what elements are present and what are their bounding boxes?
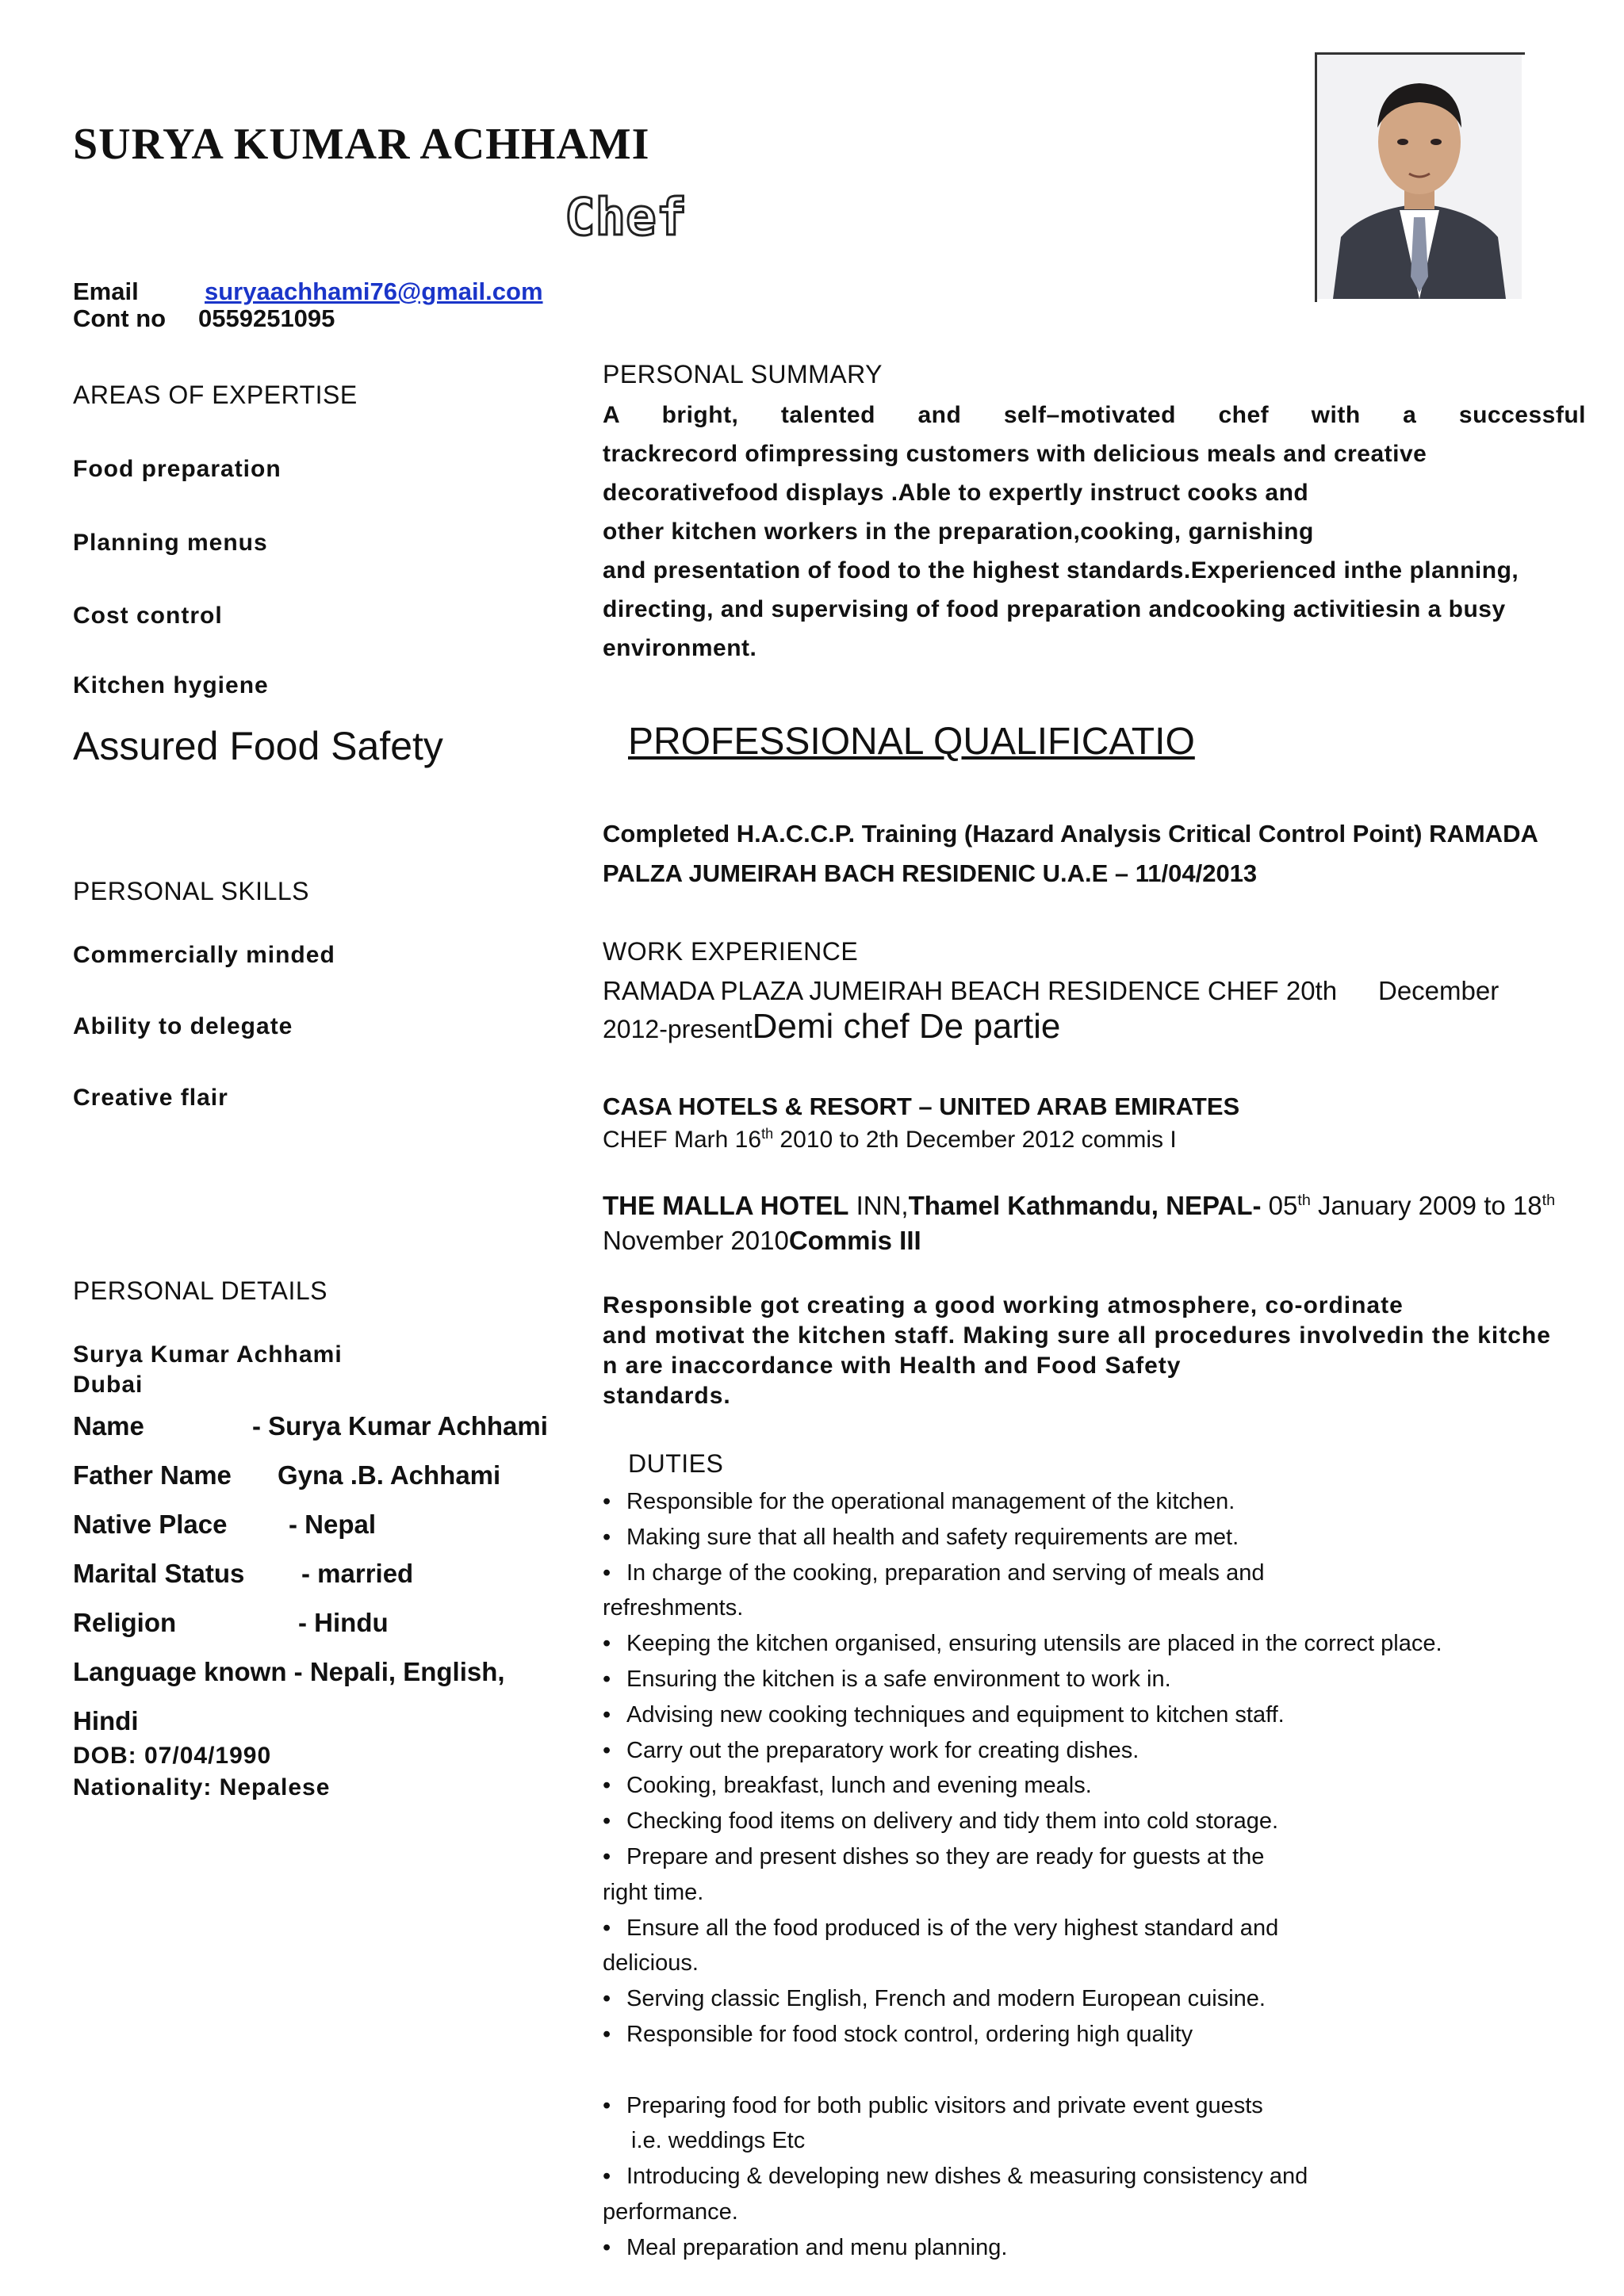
work1-position: [603, 1007, 1060, 1047]
work3-title: [603, 1191, 1555, 1221]
duty-item: • Meal preparation and menu planning.: [603, 2230, 1610, 2266]
work1-line-end: December: [1378, 976, 1500, 1005]
contact-label: Cont no: [73, 304, 167, 332]
summary-heading: PERSONAL SUMMARY: [603, 360, 883, 388]
work1-period: 2012-present: [603, 1015, 753, 1043]
detail-label-father: Father Name: [73, 1460, 232, 1490]
expertise-item: Cost control: [73, 603, 223, 629]
duty-item: • Responsible for food stock control, ordering high quality: [603, 2017, 1610, 2053]
contact-number: 0559251095: [198, 304, 335, 332]
duty-continuation: refreshments.: [603, 1595, 744, 1621]
summary-line: decorativefood displays .Able to expertly instruct cooks and: [603, 480, 1309, 506]
summary-line: environment.: [603, 635, 757, 661]
details-city: Dubai: [73, 1372, 144, 1398]
work3-role-line: [603, 1226, 921, 1256]
responsibility-line: n are inaccordance with Health and Food Safety: [603, 1353, 1182, 1379]
detail-value-native: - Nepal: [289, 1510, 377, 1539]
details-full-name: Surya Kumar Achhami: [73, 1341, 343, 1368]
work3-part: INN,: [848, 1191, 909, 1220]
duty-item: • Making sure that all health and safety requirements are met.: [603, 1520, 1610, 1556]
duty-item: • Serving classic English, French and modern European cuisine.: [603, 1981, 1610, 2017]
duty-item: • Preparing food for both public visitors and private event guests: [603, 2088, 1610, 2124]
duty-item: • Ensure all the food produced is of the very highest standard and: [603, 1911, 1610, 1946]
qualification-heading: PROFESSIONAL QUALIFICATIO: [628, 721, 1195, 763]
expertise-item: Planning menus: [73, 530, 268, 556]
expertise-item: Food preparation: [73, 456, 282, 482]
skill-item: Commercially minded: [73, 942, 335, 968]
work2-part: 2010 to 2th December 2012 commis I: [773, 1127, 1177, 1153]
summary-text: [603, 396, 1586, 668]
responsibility-line: standards.: [603, 1383, 731, 1409]
detail-language-cont: Hindi: [73, 1706, 139, 1735]
duty-item: • Advising new cooking techniques and equipment to kitchen staff.: [603, 1697, 1610, 1733]
detail-language: Language known - Nepali, English,: [73, 1657, 505, 1686]
duty-continuation: delicious.: [603, 1950, 699, 1976]
work3-sup: th: [1542, 1192, 1556, 1209]
profile-photo: [1315, 52, 1525, 302]
skill-item: Creative flair: [73, 1085, 228, 1111]
summary-line: and presentation of food to the highest standards.Experienced inthe planning,: [603, 557, 1519, 584]
duty-continuation: right time.: [603, 1879, 704, 1905]
summary-line: directing, and supervising of food preparation andcooking activitiesin a busy: [603, 596, 1506, 622]
detail-value-father: Gyna .B. Achhami: [278, 1460, 501, 1490]
work-heading: WORK EXPERIENCE: [603, 937, 859, 966]
candidate-name: SURYA KUMAR ACHHAMI: [73, 120, 650, 169]
responsibility-line: Responsible got creating a good working atmosphere, co-ordinate: [603, 1292, 1404, 1318]
work1-role: Demi chef De partie: [752, 1007, 1061, 1046]
duty-item: • Prepare and present dishes so they are ready for guests at the: [603, 1839, 1610, 1875]
duty-item: • Keeping the kitchen organised, ensuring utensils are placed in the correct place.: [603, 1626, 1610, 1662]
detail-label-marital: Marital Status: [73, 1559, 245, 1588]
duty-item: • Ensuring the kitchen is a safe environment to work in.: [603, 1662, 1610, 1697]
work3-hotel: THE MALLA HOTEL: [603, 1191, 849, 1220]
details-heading: PERSONAL DETAILS: [73, 1276, 327, 1305]
summary-line: A bright, talented and self–motivated chef with a successful: [603, 402, 1586, 428]
duty-item: • Responsible for the operational management of the kitchen.: [603, 1484, 1610, 1520]
work3-location: Thamel Kathmandu, NEPAL-: [908, 1191, 1262, 1220]
responsibility-line: and motivat the kitchen staff. Making sure all procedures involvedin the kitche: [603, 1322, 1551, 1349]
work3-sup: th: [1297, 1192, 1311, 1209]
qualification-line: PALZA JUMEIRAH BACH RESIDENIC U.A.E – 11/04/2013: [603, 859, 1258, 887]
detail-dob: DOB: 07/04/1990: [73, 1743, 272, 1769]
detail-nationality: Nationality: Nepalese: [73, 1774, 331, 1800]
duty-continuation: i.e. weddings Etc: [631, 2128, 806, 2154]
duties-list: [603, 1484, 1610, 2266]
detail-value-religion: - Hindu: [298, 1608, 389, 1637]
duty-item: • Checking food items on delivery and tidy them into cold storage.: [603, 1804, 1610, 1839]
detail-label-name: Name: [73, 1411, 144, 1441]
work2-details: [603, 1126, 1177, 1154]
job-title: Chef: [565, 189, 688, 247]
detail-label-religion: Religion: [73, 1608, 177, 1637]
work3-role: Commis III: [788, 1226, 921, 1255]
duty-item: • Carry out the preparatory work for creating dishes.: [603, 1733, 1610, 1769]
skills-heading: PERSONAL SKILLS: [73, 877, 309, 905]
work2-part: CHEF Marh 16: [603, 1127, 762, 1153]
duty-continuation: [603, 2053, 1610, 2088]
duty-continuation: performance.: [603, 2198, 738, 2225]
duties-heading: DUTIES: [628, 1449, 724, 1478]
expertise-heading: AREAS OF EXPERTISE: [73, 381, 358, 409]
work3-end-date: November 2010: [603, 1226, 789, 1255]
expertise-item: Kitchen hygiene: [73, 672, 269, 698]
detail-label-native: Native Place: [73, 1510, 228, 1539]
summary-line: other kitchen workers in the preparation,cooking, garnishing: [603, 519, 1314, 545]
work2-sup: th: [761, 1126, 774, 1142]
responsibility-text: [603, 1291, 1551, 1411]
detail-value-name: - Surya Kumar Achhami: [252, 1411, 548, 1441]
food-safety-heading: Assured Food Safety: [73, 724, 443, 768]
duty-item: • In charge of the cooking, preparation and serving of meals and: [603, 1556, 1610, 1591]
skill-item: Ability to delegate: [73, 1013, 293, 1039]
duty-item: • Cooking, breakfast, lunch and evening meals.: [603, 1768, 1610, 1804]
email-link[interactable]: suryaachhami76@gmail.com: [205, 277, 543, 305]
work3-part: 05: [1261, 1191, 1298, 1220]
work1-line: RAMADA PLAZA JUMEIRAH BEACH RESIDENCE CHEF 20th: [603, 976, 1338, 1005]
summary-line: trackrecord ofimpressing customers with delicious meals and creative: [603, 441, 1427, 467]
email-label: Email: [73, 277, 139, 305]
qualification-line: Completed H.A.C.C.P. Training (Hazard Analysis Critical Control Point) RAMADA: [603, 820, 1538, 848]
work3-part: January 2009 to 18: [1310, 1191, 1542, 1220]
work2-title: CASA HOTELS & RESORT – UNITED ARAB EMIRATES: [603, 1093, 1240, 1120]
duty-item: • Introducing & developing new dishes & measuring consistency and: [603, 2159, 1610, 2195]
detail-value-marital: - married: [301, 1559, 414, 1588]
